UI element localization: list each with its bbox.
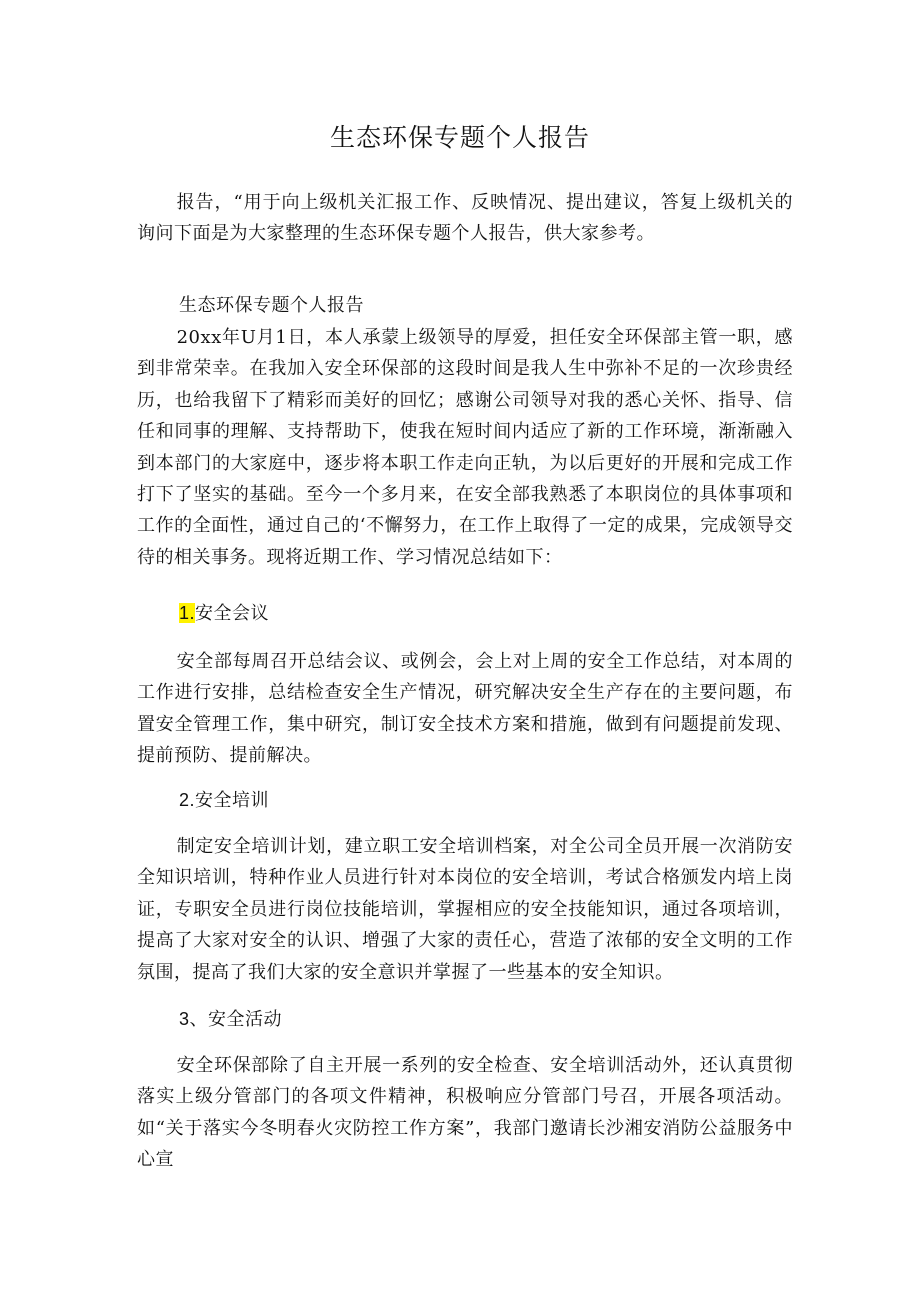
section-body-safety-activities: 安全环保部除了自主开展一系列的安全检查、安全培训活动外，还认真贯彻落实上级分管部门的各项文件精神，积极响应分管部门号召，开展各项活动。如“关于落实今冬明春火灾防控工作方案”，我部门邀请长沙湘安消防公益服务中心宣	[137, 1055, 793, 1171]
document-title: 生态环保专题个人报告	[329, 123, 590, 152]
section-heading-label: 安全会议	[195, 603, 270, 624]
intro-paragraph: 报告，“用于向上级机关汇报工作、反映情况、提出建议，答复上级机关的询问下面是为大家整理的生态环保专题个人报告，供大家参考。	[137, 192, 793, 245]
section-heading-safety-meeting	[179, 598, 269, 629]
section-body-safety-meeting: 安全部每周召开总结会议、或例会，会上对上周的安全工作总结，对本周的工作进行安排，总结检查安全生产情况，研究解决安全生产存在的主要问题，布置安全管理工作，集中研究，制订安全技术方案和措施，做到有问题提前发现、提前预防、提前解决。	[137, 651, 793, 767]
section-number: 2.	[179, 790, 196, 810]
section-heading-safety-activities	[179, 1004, 282, 1035]
section-heading-label: 安全培训	[195, 790, 270, 811]
section-heading-safety-training	[179, 785, 269, 816]
section-number-highlighted: 1.	[179, 603, 196, 623]
report-subtitle: 生态环保专题个人报告	[179, 295, 364, 316]
section-heading-label: 安全活动	[208, 1009, 283, 1030]
section-number: 3、	[179, 1009, 209, 1029]
section-body-safety-training: 制定安全培训计划，建立职工安全培训档案，对全公司全员开展一次消防安全知识培训，特种作业人员进行针对本岗位的安全培训，考试合格颁发内培上岗证，专职安全员进行岗位技能培训，掌握相应的安全技能知识，通过各项培训，提高了大家对安全的认识、增强了大家的责任心，营造了浓郁的安全文明的工作氛围，提高了我们大家的安全意识并掌握了一些基本的安全知识。	[137, 836, 793, 983]
opening-paragraph: 20xx年U月1日，本人承蒙上级领导的厚爱，担任安全环保部主管一职，感到非常荣幸。在我加入安全环保部的这段时间是我人生中弥补不足的一次珍贵经历，也给我留下了精彩而美好的回忆；感谢公司领导对我的悉心关怀、指导、信任和同事的理解、支持帮助下，使我在短时间内适应了新的工作环境，渐渐融入到本部门的大家庭中，逐步将本职工作走向正轨，为以后更好的开展和完成工作打下了坚实的基础。至今一个多月来，在安全部我熟悉了本职岗位的具体事项和工作的全面性，通过自己的‘不懈努力，在工作上取得了一定的成果，完成领导交待的相关事务。现将近期工作、学习情况总结如下：	[137, 327, 793, 568]
